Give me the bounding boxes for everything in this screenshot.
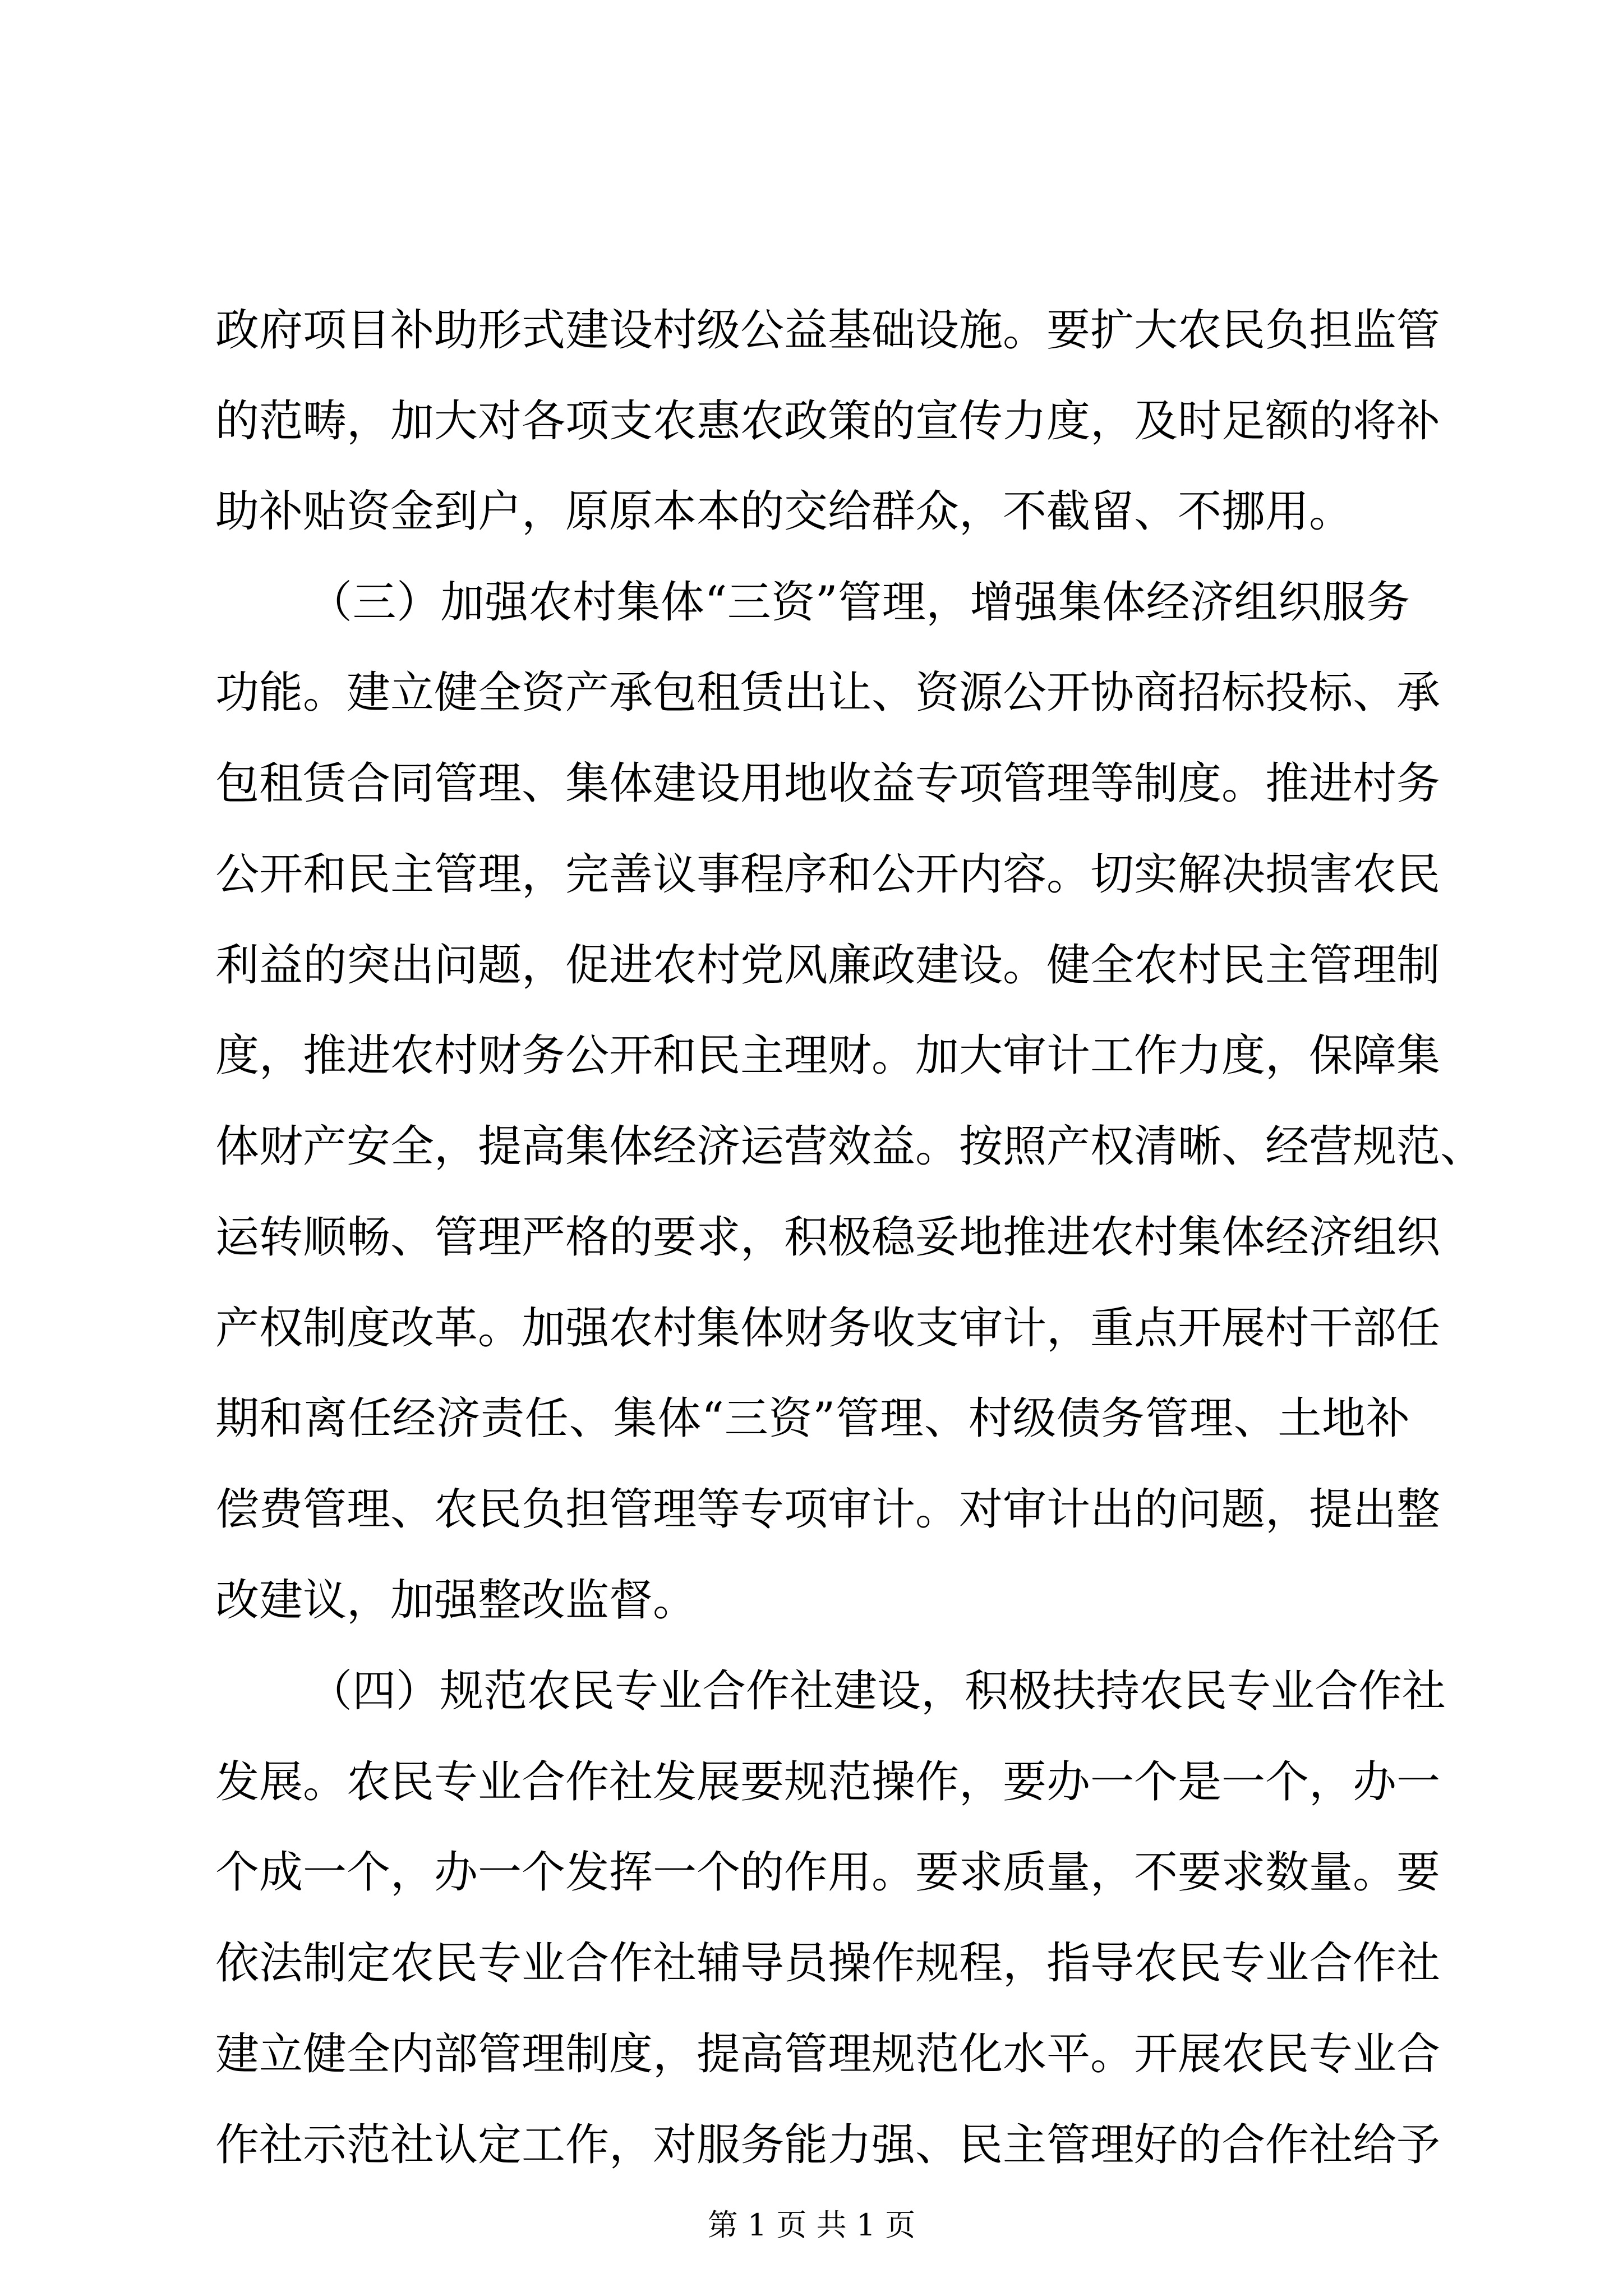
paragraph-2-line-4 [0,849,1623,948]
text-line: （四）规范农民专业合作社建设，积极扶持农民专业合作社 [308,1666,1446,1717]
text-line: 助补贴资金到户，原原本本的交给群众，不截留、不挪用。 [215,486,1353,537]
text-line: 个成一个，办一个发挥一个的作用。要求质量，不要求数量。要 [215,1847,1441,1898]
text-line: 的范畴，加大对各项支农惠农政策的宣传力度，及时足额的将补 [215,396,1441,447]
paragraph-2-line-8 [0,1212,1623,1311]
text-line: 作社示范社认定工作，对服务能力强、民主管理好的合作社给予 [215,2120,1441,2170]
page-footer: 第 1 页 共 1 页 [707,2207,916,2243]
text-line: 改建议，加强整改监督。 [215,1575,697,1626]
paragraph-2-line-11 [0,1484,1623,1583]
text-line: 偿费管理、农民负担管理等专项审计。对审计出的问题，提出整 [215,1484,1441,1535]
text-line: 期和离任经济责任、集体“三资”管理、村级债务管理、土地补 [215,1393,1410,1444]
text-line: 运转顺畅、管理严格的要求，积极稳妥地推进农村集体经济组织 [215,1212,1441,1263]
text-line: 建立健全内部管理制度，提高管理规范化水平。开展农民专业合 [215,2029,1441,2079]
paragraph-3-line-4 [0,1938,1623,2037]
text-line: 利益的突出问题，促进农村党风廉政建设。健全农村民主管理制 [215,940,1441,991]
text-line: 功能。建立健全资产承包租赁出让、资源公开协商招标投标、承 [215,668,1441,718]
text-line: 发展。农民专业合作社发展要规范操作，要办一个是一个，办一 [215,1757,1441,1807]
paragraph-2-line-7 [0,1121,1623,1220]
paragraph-3-line-3 [0,1847,1623,1946]
paragraph-2-line-1 [0,577,1623,676]
paragraph-1-line-3 [0,486,1623,585]
paragraph-1-line-2 [0,396,1623,495]
paragraph-3-line-1 [0,1666,1623,1765]
paragraph-2-line-6 [0,1030,1623,1129]
text-line: 公开和民主管理，完善议事程序和公开内容。切实解决损害农民 [215,849,1441,900]
paragraph-2-line-9 [0,1303,1623,1402]
paragraph-3-line-5 [0,2029,1623,2128]
text-line: 政府项目补助形式建设村级公益基础设施。要扩大农民负担监管 [215,305,1441,356]
paragraph-2-line-10 [0,1393,1623,1492]
text-line: 体财产安全，提高集体经济运营效益。按照产权清晰、经营规范、 [215,1121,1484,1172]
text-line: 产权制度改革。加强农村集体财务收支审计，重点开展村干部任 [215,1303,1441,1354]
paragraph-2-line-2 [0,668,1623,766]
paragraph-2-line-3 [0,758,1623,857]
text-line: （三）加强农村集体“三资”管理，增强集体经济组织服务 [308,577,1410,628]
paragraph-1-line-1 [0,305,1623,404]
paragraph-2-line-5 [0,940,1623,1039]
text-line: 度，推进农村财务公开和民主理财。加大审计工作力度，保障集 [215,1030,1441,1081]
paragraph-3-line-6 [0,2120,1623,2219]
text-line: 包租赁合同管理、集体建设用地收益专项管理等制度。推进村务 [215,758,1441,809]
paragraph-2-line-12 [0,1575,1623,1674]
paragraph-3-line-2 [0,1757,1623,1856]
text-line: 依法制定农民专业合作社辅导员操作规程，指导农民专业合作社 [215,1938,1441,1989]
